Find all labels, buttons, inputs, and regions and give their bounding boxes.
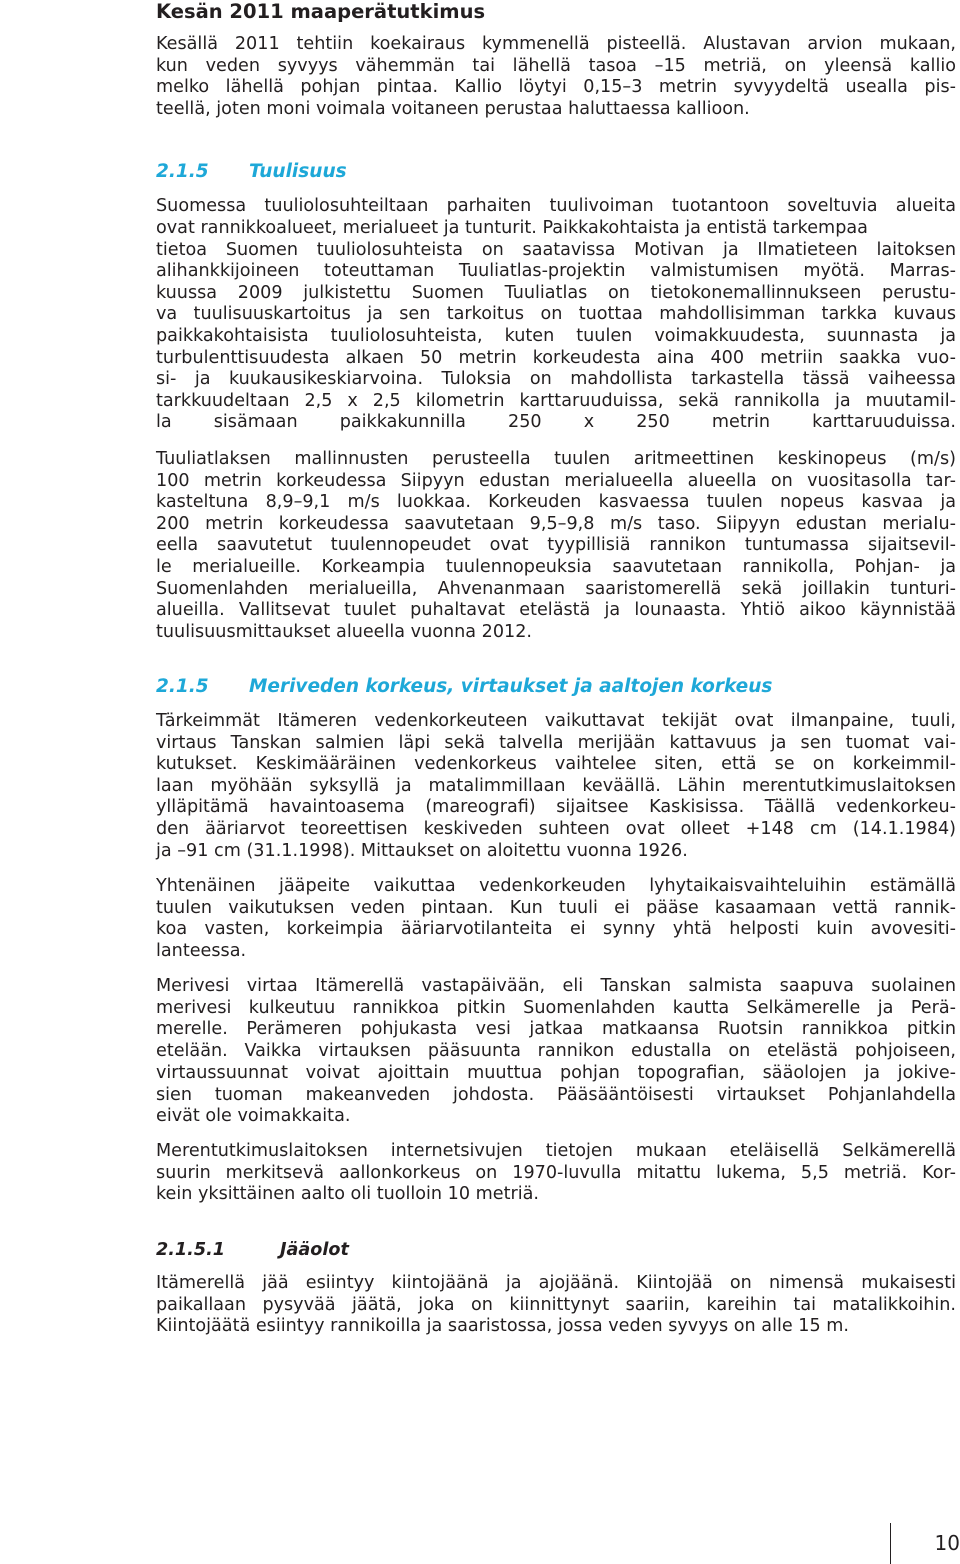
page-number: 10 [934,1531,960,1555]
wind-paragraph-2: Tuuliatlaksen mallinnusten perusteella tuulen aritmeettinen keskinopeus (m/s) 100 metrin korkeudessa Siipyyn edustan merialueella alueella on vuositasolla tar- kasteltuna 8,9–9,1 m/s luokkaa. Korkeuden kasvaessa tuulen nopeus kasvaa ja 200 metrin korkeudessa saavutetaan 9,5–9,8 m/s taso. Siipyyn edustan meriaIu- eella saavutetut tuulennopeudet ovat tyypillisiä rannikon tuntumassa sijaitsevil- le merialueille. Korkeampia tuulennopeuksia saavutetaan rannikolla, Pohjan- ja Suomenlahden merialueilla, Ahvenanmaan saaristomerellä sekä joillakin tunturi- alueilla. Vallitsevat tuulet puhaltavat etelästä ja lounaasta. Yhtiö aikoo käynnistää tuulisuusmittaukset alueella vuonna 2012. [156,449,956,642]
wind-paragraph-1: Suomessa tuuliolosuhteiltaan parhaiten tuulivoiman tuotantoon soveltuvia alueita ovat rannikkoalueet, merialueet ja tunturit. Paikkakohtaista ja entistä tarkempaa [156,196,956,238]
intro-paragraph: Kesällä 2011 tehtiin koekairaus kymmenellä pisteellä. Alustavan arvion mukaan, kun veden syvyys vähemmän tai lähellä tasoa –15 metriä, on yleensä kallio melko lähellä pohjan pintaa. Kallio löytyi 0,15–3 metrin syvyydeltä usealla pis- teellä, joten moni voimala voitaneen perustaa haluttaessa kallioon. [156,34,956,119]
section-title: Jääolot [280,1240,349,1260]
page-number-box [890,1523,960,1564]
sea-paragraph-1: Tärkeimmät Itämeren vedenkorkeuteen vaikuttavat tekijät ovat ilmanpaine, tuuli, virtaus Tanskan salmien läpi sekä talvella merijään kattavuus ja sen tuomat vai- kutukset. Keskimääräinen vedenkorkeus vaihtelee siten, että se on korkeimmil- laan myöhään syksyllä ja matalimmillaan keväällä. Lähin merentutkimuslaitoksen ylläpitämä havaintoasema (mareografi) sijaitsee Kaskisissa. Täällä vedenkorkeu- den ääriarvot teoreettisen keskiveden suhteen ovat olleet +148 cm (14.1.1984) ja –91 cm (31.1.1998). Mittaukset on aloitettu vuonna 1926. [156,711,956,861]
wind-paragraph-1-cont: tietoa Suomen tuuliolosuhteista on saatavissa Motivan ja Ilmatieteen laitoksen alihankkijoineen toteuttaman Tuuliatlas-projektin valmistumisen myötä. Marras- kuussa 2009 julkistettu Suomen Tuuliatlas on tietokonemallinnukseen perustu- va tuulisuuskartoitus ja sen tarkoitus on tuottaa mahdollisimman tarkka kuvaus paikkakohtaisista tuuliolosuhteista, kuten tuulen voimakkuudesta, suunnasta ja turbulenttisuudesta alkaen 50 metrin korkeudesta aina 400 metriin saakka vuo- si- ja kuukausikeskiarvoina. Tuloksia on mahdollista tarkastella tässä vaiheessa tarkkuudeltaan 2,5 x 2,5 kilometrin karttaruuduissa, sekä rannikolla ja muutamil- la sisämaan paikkakunnilla 250 x 250 metrin karttaruuduissa. [156,239,956,433]
section-number: 2.1.5.1 [156,1240,226,1260]
section-number: 2.1.5 [156,676,209,697]
section-heading-ice [156,1239,349,1261]
section-title: Meriveden korkeus, virtaukset ja aaltojen korkeus [249,676,773,697]
section-number: 2.1.5 [156,161,209,182]
sea-paragraph-4: Merentutkimuslaitoksen internetsivujen tietojen mukaan eteläisellä Selkämerellä suurin merkitsevä aallonkorkeus on 1970-luvulla mitattu lukema, 5,5 metriä. Kor- kein yksittäinen aalto oli tuolloin 10 metriä. [156,1141,956,1205]
section-heading-sea-level [156,675,772,699]
sea-paragraph-2: Yhtenäinen jääpeite vaikuttaa vedenkorkeuden lyhytaikaisvaihteluihin estämällä tuulen vaikutuksen veden pintaan. Kun tuuli ei pääse kasaamaan vettä rannik- koa vasten, korkeimpia ääriarvotilanteita ei synny yhtä helposti kuin avovesiti- lanteessa. [156,876,956,961]
section-heading-wind [156,160,347,184]
ice-paragraph-1: Itämerellä jää esiintyy kiintojäänä ja ajojäänä. Kiintojää on nimensä mukaisesti paikallaan pysyvää jäätä, joka on kiinnittynyt saariin, kareihin tai matalikkoihin. Kiintojäätä esiintyy rannikoilla ja saaristossa, jossa veden syvyys on alle 15 m. [156,1273,956,1337]
sea-paragraph-3: Merivesi virtaa Itämerellä vastapäivään, eli Tanskan salmista saapuva suolainen merivesi kulkeutuu rannikkoa pitkin Suomenlahden kautta Selkämerelle ja Perä- merelle. Perämeren pohjukasta vesi jatkaa matkaansa Ruotsin rannikkoa pitkin etelään. Vaikka virtauksen pääsuunta rannikon edustalla on etelästä pohjoiseen, virtaussuunnat voivat ajoittain muuttua pohjan topografian, sääolojen ja jokive- sien tuoman makeanveden johdosta. Pääsääntöisesti virtaukset Pohjanlahdella eivät ole voimakkaita. [156,976,956,1127]
section-heading-soil-survey: Kesän 2011 maaperätutkimus [156,0,486,23]
section-title: Tuulisuus [249,161,347,182]
